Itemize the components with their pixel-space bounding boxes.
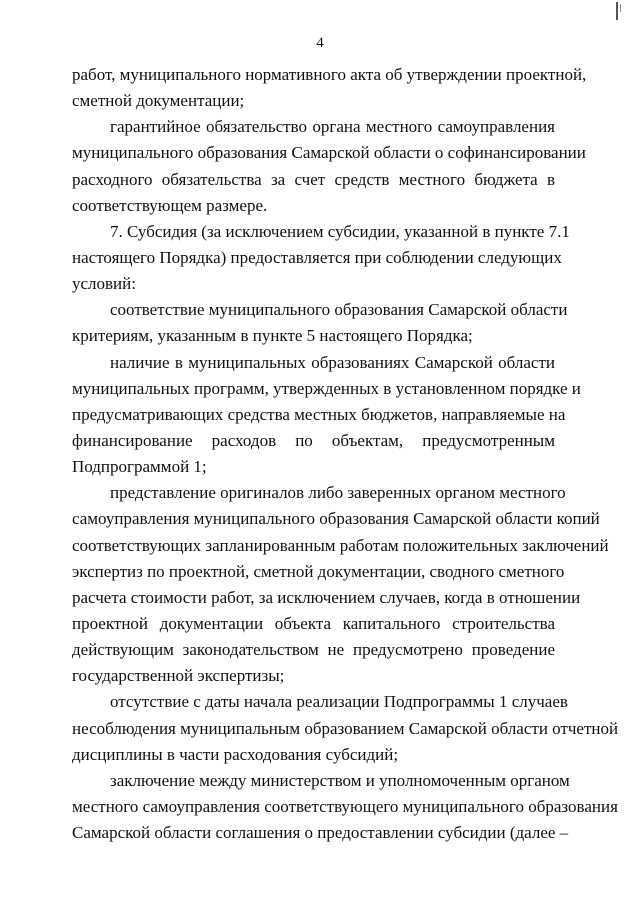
text-line: муниципального образования Самарской области о софинансировании (72, 143, 586, 163)
text-line: дисциплины в части расходования субсидий; (72, 744, 399, 764)
scan-mark (620, 4, 621, 12)
text-line: условий: (72, 274, 136, 294)
text-line: гарантийное обязательство органа местного самоуправления (110, 117, 555, 137)
text-line: соответствующем размере. (72, 195, 268, 215)
text-line: соответствие муниципального образования Самарской области (110, 300, 568, 320)
text-line: предусматривающих средства местных бюджетов, направляемые на (72, 404, 566, 424)
page-number: 4 (316, 35, 324, 51)
text-line: расходного обязательства за счет средств местного бюджета в (72, 169, 555, 189)
text-line: наличие в муниципальных образованиях Самарской области (110, 352, 555, 372)
text-line: 7. Субсидия (за исключением субсидии, указанной в пункте 7.1 (110, 221, 570, 241)
text-line: соответствующих запланированным работам положительных заключений (72, 535, 609, 555)
text-line: расчета стоимости работ, за исключением случаев, когда в отношении (72, 587, 581, 607)
text-line: представление оригиналов либо заверенных органом местного (110, 483, 566, 503)
text-line: финансирование расходов по объектам, предусмотренным (72, 430, 555, 450)
text-line: настоящего Порядка) предоставляется при соблюдении следующих (72, 247, 562, 267)
text-line: самоуправления муниципального образования Самарской области копий (72, 509, 600, 529)
scan-mark (616, 2, 618, 20)
text-line: действующим законодательством не предусмотрено проведение (72, 640, 555, 660)
text-line: работ, муниципального нормативного акта об утверждении проектной, (72, 65, 587, 84)
text-line: проектной документации объекта капитального строительства (72, 613, 555, 633)
text-line: критериям, указанным в пункте 5 настоящего Порядка; (72, 326, 473, 346)
text-line: местного самоуправления соответствующего муниципального образования (72, 796, 618, 816)
text-line: Самарской области соглашения о предоставлении субсидии (далее – (72, 823, 569, 843)
text-line: Подпрограммой 1; (72, 457, 207, 477)
text-line: государственной экспертизы; (72, 666, 285, 686)
text-line: экспертиз по проектной, сметной документации, сводного сметного (72, 561, 565, 581)
text-line: муниципальных программ, утвержденных в установленном порядке и (72, 378, 581, 398)
text-line: заключение между министерством и уполномоченным органом (110, 770, 570, 790)
document-body (72, 62, 619, 846)
text-line: отсутствие с даты начала реализации Подпрограммы 1 случаев (110, 692, 568, 712)
text-line: сметной документации; (72, 91, 245, 111)
text-line: несоблюдения муниципальным образованием Самарской области отчетной (72, 718, 619, 738)
